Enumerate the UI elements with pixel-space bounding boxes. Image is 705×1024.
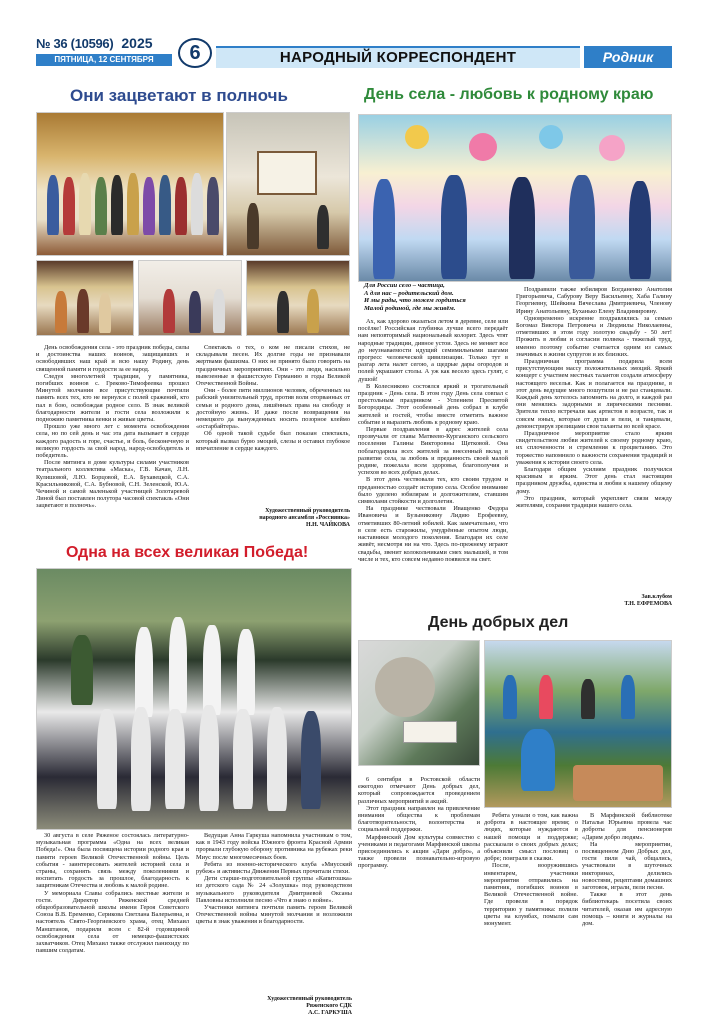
kids-cleanup-photo (484, 640, 672, 808)
issue-year: 2025 (121, 35, 153, 51)
stage-photo-2 (226, 112, 350, 256)
stage-photo-4 (138, 260, 242, 336)
brand-logo: Родник (584, 46, 672, 68)
article2-col2: Поздравили также юбиляров Богданенко Анатолия Григорьевича, Сабурову Веру Васильевну, Хаба Галину Георгиевну, Шейкина Вячеслава Дмитриевича, Членову Ирину Анатольевну, Буханько Елену Владимировну. Одновременно искренне поздравлялись за семью Богомаз Виктора Петровича и Людмилы Николаевны, отметивших в этом году золотую свадьбу - 50 лет! Прожить в любви и согласии полвека - тяжелый труд, именно поэтому событие считается одним из самых значимых в жизни супругов и их близких. Праздничная программа подарила всем присутствующим массу положительных эмоций. Яркий концерт с участием местных талантов создали атмосферу настоящего веселья. Как и полагается на празднике, в этот день ведущие много пошутили и не раз станцевали. Каждый день хотелось запомнить на долго, и каждой раз они менялись задорными и лирическими песнями. Зрители тепло встречали как артистов в возрасте, так и совсем юных, которые от души и пели, и танцевали, демонстрируя зрелищами свои таланты во всей красе. Праздничное мероприятие стало ярким свидетельством любви жителей к своему родному краю, их сплоченности и стремления к процветанию. Это торжество напомнило о важности сохранения традиций и уважения к истории своего села. Благодаря общим усилиям праздник получился красивым и ярким. Этот день стал настоящим праздником дружбы, единства и любви к нашему общему дому. Это праздник, который укрепляет связи между жителями, сохраняя традиции нашего села. (516, 286, 672, 510)
article1-title: Они зацветают в полночь (70, 86, 288, 105)
article4-col1: 6 сентября в Ростовской области ежегодно отмечают День добрых дел, который сопровождается проведением различных мероприятий и акций. Этот праздник направлен на привлечение внимания общества к проблемам благотворительности, волонтерства и социальной поддержки. Марфинский Дом культуры совместно с учениками и педагогами Марфинской школы присоединились к акции «Дари добро», а также провели познавательно-игровую программу. (358, 776, 480, 870)
village-day-photo (358, 114, 672, 282)
article2-col1: Ах, как здорово оказаться летом в деревне, селе или посёлке! Российская глубинка лучше всего передаёт нам неповторимый национальный колорит. Здесь чтят народные традиции, дивное устои. Здесь не меняет все до неузнаваемости идущий семимильными шагами прогресс человеческой цивилизации. Только тут в разгар лета налет сегою, а щедрые дары огородов и полей украшают столы. А уж как весело здесь гулят, с душой! В Колесниково состоялся яркий и трогательный праздник - День села. В этом году День села совпал с престольным праздником - Успением Пресвятой Богородицы. Этот особенный день собрал в клубе жителей и гостей, чтобы вместе отметить важное событие и выразить любовь к родному краю. Первые поздравления в адрес жителей села прозвучали от главы Матвеево-Курганского сельского поселения Галины Викторовны Щетковой. Она поблагодарила всех жителей за внесенный вклад в развитие села, за любовь и преданность своей малой родине, пожелала всем здоровья, благополучия и успехов во всех добрых делах. В этот день чествовали тех, кто своим трудом и преданностью создаёт историю села. Особое внимание было уделено юбилярам и долгожителям, ставшим символами стойкости и долголетия. На празднике чествовали Иващенко Федора Ивановича и Бузыниковну Лидию Ерофеевну, отметивших 80-летний юбилей. Как замечательно, что в селе есть старожилы, умудрённые опытом люди, наставники молодого поколения. Благодаря их селе живёт, несмотря ни на что. Здесь по-прежнему играют свадьбы, звенит колокольчиками смех малышей, в том числе и тех, кто совсем недавно появился на свет. (358, 318, 508, 563)
article1-col2: Спектакль о тех, о ком не писали стихов, не складывали песен. Их долгие годы не признавали жертвами фашизма. О них не принято было говорить на праздничных мероприятиях. Они - это люди, насильно вывезенные в фашистскую Германию в годы Великой Отечественной Войны. Они - более пяти миллионов человек, обреченных на рабский унизительный труд, против воли оторванных от семьи и родного дома, лишённых права на свободу и достойную жизнь. И даже после возвращения на немецкого да вынужденных носить позорное клеймо «остарбайтера». Об одной такой судьбе был показан спектакль, который вызвал бурю эмоций, слезы и оставил глубокое впечатление в сердце каждого. (196, 344, 350, 452)
stage-photo-3 (36, 260, 134, 336)
issue-number: № 36 (10596) (36, 36, 114, 51)
article4-title: День добрых дел (428, 614, 569, 631)
stage-photo-5 (246, 260, 350, 336)
choir-photo (36, 568, 352, 830)
article1-col1: День освобождения села - это праздник победы, силы и достоинства наших воинов, защищавших и освободивших наш край и всю нашу Родину, день священной памяти и гордости за ее народ. Следуя многолетней традиции, у памятника, погибших воинов с. Греково-Тимофеевка прошел Минутой молчания все присутствующие почтили память всех тех, кто не вернулся с полей сражений, кто пал в бою, освобождая родное село. В знак великой благодарности жители и гости села возложили к подножию памятника венки и живые цветы. Прошло уже много лет с момента освобождения села, но по сей день и час эта дата вызывает в сердце каждого радость и горе, счастье, и боль, бесконечную и великую гордость за свой народ, народ-освободитель и победитель. После митинга в доме культуры силами участников театрального коллектива «Маска», Г.В. Качан, Л.Н. Кулишовой, Л.Ю. Борцовой, Е.А. Бухавецкой, С.А. Красильниковой, С.А. Бубновой, С.Н. Зеленской, Ю.А. Чечиной и самой маленькой участницей Золотаревой Линой был поставлен полутора часовой спектакль «Они зацветают в полночь». (36, 344, 189, 510)
article3-col1: 30 августа в селе Ряженое состоялась литературно-музыкальная программа «Одна на всех великая Победа!». Она была посвящена истории родного края и памяти героев Великой Отечественной войны. Цель события - заинтересовать жителей историей села и страны, сохранять связь между поколениями и воспитать гордость за прошлое, благодарность к защитникам Отечества и любовь к малой родине. У мемориала Славы собрались местные жители и гости. Директор Ряженской средней общеобразовательной школы имени Героя Советского Союза В.В. Еременко, Серикова Светлана Валерьевна, и настоятель Свято-Георгиевского храма, отец Михаил Манштанов, подарили всем с 82-й годовщиной освобождения села от немецко-фашистских захватчиков. Отец Михаил также отслужил панихиду по павшим солдатам. (36, 832, 189, 955)
article1-signature: Художественный руководитель народного ансамбля «Россиянка» Н.Н. ЧАЙКОВА (259, 508, 350, 528)
section-title: НАРОДНЫЙ КОРРЕСПОНДЕНТ (216, 46, 580, 68)
page-number: 6 (178, 38, 212, 68)
article2-title: День села - любовь к родному краю (364, 86, 654, 103)
stage-photo-1 (36, 112, 224, 256)
article4-col2: Ребята узнали о том, как важна доброта в настоящее время; о людях, которые нуждаются в нашей помощи и поддержке; рассказали о своих добрых делах; объяснили смысл пословиц о добре; поиграли в сказки. После, вооружившись инвентарем, участники мероприятия отправились на памятник, погибших воинов в Великой Отечественной войне. Где провели в порядок территорию у памятника: полили цветы на клумбах, помыли сам монумент. (484, 812, 578, 928)
issue-date: ПЯТНИЦА, 12 СЕНТЯБРЯ (36, 54, 172, 66)
article3-col2: Ведущая Анна Гаркуша напомнила участникам о том, как в 1943 году войска Южного фронта Красной Армии прорвали глубокую оборону противника на рубежах реки Миус после многомесячных боев. Ребята из военно-исторического клуба «Миусский рубеж» и активисты Движения Первых прочитали стихи. Дети старше-подготовительной группы «Капитошка» из детского сада № 24 «Золушка» под руководством музыкального руководителя Дмитриевой Оксаны Павловны исполнили песню «Что я знаю о войне». Участники митинга почтили память героев Великой Отечественной войны минутой молчания и возложили цветы в знак уважения и благодарности. (196, 832, 352, 926)
article4-col3: В Марфинской библиотеке Наталья Юрьевна провела час доброты для пенсионеров «Дарим добро людям». На мероприятии, посвященном Дню Добрых дел, гости пили чай, общались, участвовали в шуточных викторинах, делились новостями, рецептами домашних заготовок, играли, пели песни. Также в этот день библиотекарь посетила своих читателей, оказав им адресную помощь – книги и журналы на дом. (582, 812, 672, 928)
article3-title: Одна на всех великая Победа! (66, 544, 309, 561)
article2-signature: Зав.клубом Т.Н. ЕФРЕМОВА (624, 594, 672, 607)
article2-caption: Для России село – частица, А для нас – родительский дом. И мы рады, что можем гордиться Малой родиной, где мы живём. (364, 282, 466, 312)
article3-signature: Художественный руководитель Ряженского СДК А.С. ГАРКУША (267, 996, 352, 1016)
issue-line (36, 35, 153, 53)
reading-photo (358, 640, 480, 766)
